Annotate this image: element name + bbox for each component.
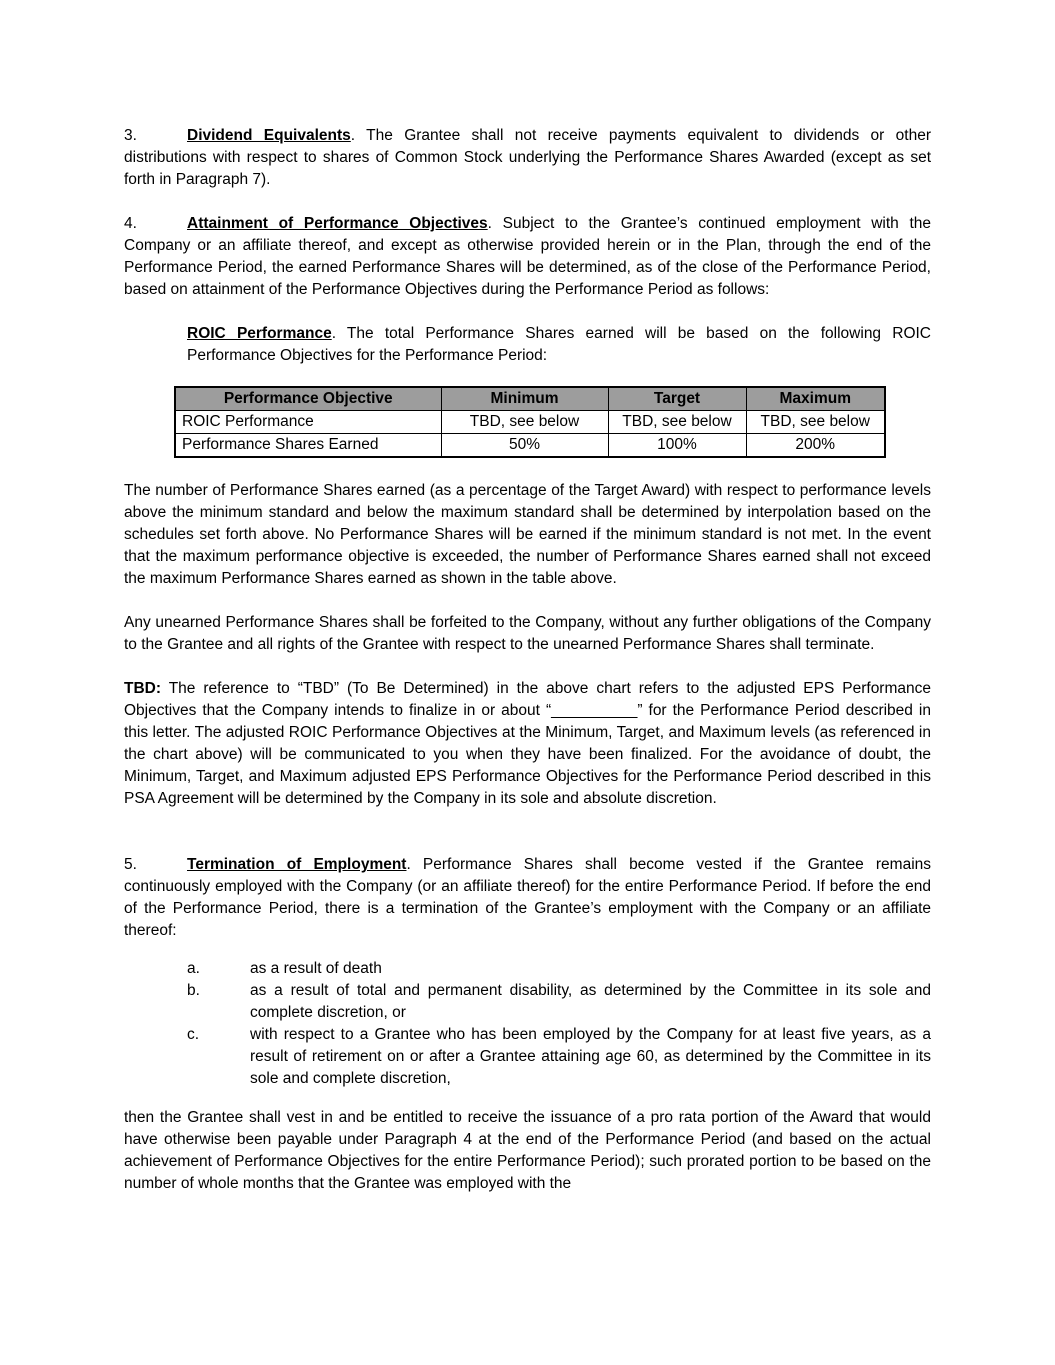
list-text-a: as a result of death	[250, 960, 382, 977]
table-row	[175, 434, 885, 458]
tbd-paragraph	[124, 678, 931, 810]
vesting-paragraph: then the Grantee shall vest in and be entitled to receive the issuance of a pro rata portion of the Award that would have otherwise been payable under Paragraph 4 at the end of the Performance Period (and based on the actual achievement of Performance Objectives for the entire Performance Period); such prorated portion to be based on the number of whole months that the Grantee was employed with the	[124, 1109, 931, 1192]
table-cell: 50%	[441, 434, 608, 458]
table-cell: ROIC Performance	[175, 411, 441, 434]
heading-attainment-of-performance-objectives: Attainment of Performance Objectives	[187, 215, 488, 232]
heading-termination-of-employment: Termination of Employment	[187, 856, 407, 873]
roic-performance-body: . The total Performance Shares earned will be based on the following ROIC Performance Objectives for the Performance Period:	[187, 325, 931, 364]
list-text-b: as a result of total and permanent disability, as determined by the Committee in its sole and complete discretion, or	[250, 982, 931, 1021]
heading-roic-performance: ROIC Performance	[187, 325, 332, 342]
paragraph-3-body: . The Grantee shall not receive payments equivalent to dividends or other distributions with respect to shares of Common Stock underlying the Performance Shares Awarded (except as set forth in Paragraph 7).	[124, 127, 931, 188]
roic-performance-table	[174, 386, 886, 458]
table-cell: TBD, see below	[441, 411, 608, 434]
termination-list	[124, 958, 931, 1090]
heading-dividend-equivalents: Dividend Equivalents	[187, 127, 351, 144]
table-cell: Performance Shares Earned	[175, 434, 441, 458]
paragraph-4-body: . Subject to the Grantee’s continued employment with the Company or an affiliate thereof, and except as otherwise provided herein or in the Plan, through the end of the Performance Period, the earned Performance Shares will be determined, as of the close of the Performance Period, based on attainment of the Performance Objectives during the Performance Period as follows:	[124, 215, 931, 298]
table-cell: TBD, see below	[608, 411, 746, 434]
paragraph-3	[124, 125, 931, 191]
table-row	[175, 411, 885, 434]
table-header-minimum: Minimum	[441, 387, 608, 411]
paragraph-5-number: 5.	[124, 856, 137, 873]
paragraph-3-number: 3.	[124, 127, 137, 144]
table-header-performance-objective: Performance Objective	[175, 387, 441, 411]
list-marker-a: a.	[187, 960, 200, 977]
table-header-maximum: Maximum	[746, 387, 885, 411]
paragraph-4-number: 4.	[124, 215, 137, 232]
list-item-c	[124, 1024, 931, 1090]
tbd-lead: TBD:	[124, 680, 162, 697]
forfeiture-paragraph: Any unearned Performance Shares shall be forfeited to the Company, without any further obligations of the Company to the Grantee and all rights of the Grantee with respect to the unearned Performance Shares shall terminate.	[124, 614, 931, 653]
paragraph-4	[124, 213, 931, 301]
table-cell: 200%	[746, 434, 885, 458]
table-header-row	[175, 387, 885, 411]
table-header-target: Target	[608, 387, 746, 411]
roic-performance-paragraph	[187, 323, 931, 367]
paragraph-5-body: . Performance Shares shall become vested if the Grantee remains continuously employed with the Company (or an affiliate thereof) for the entire Performance Period. If before the end of the Performance Period, there is a termination of the Grantee’s employment with the Company or an affiliate thereof:	[124, 856, 932, 939]
list-marker-b: b.	[187, 982, 200, 999]
paragraph-5	[124, 854, 931, 942]
list-text-c: with respect to a Grantee who has been employed by the Company for at least five years, as a result of retirement on or after a Grantee attaining age 60, as determined by the Committee in its sole and complete discretion,	[250, 1026, 931, 1087]
list-item-b	[124, 980, 931, 1024]
list-item-a	[124, 958, 931, 980]
table-cell: TBD, see below	[746, 411, 885, 434]
interpolation-paragraph: The number of Performance Shares earned (as a percentage of the Target Award) with respect to performance levels above the minimum standard and below the maximum standard shall be determined by interpolation based on the schedules set forth above. No Performance Shares will be earned if the minimum standard is not met. In the event that the maximum performance objective is exceeded, the number of Performance Shares earned shall not exceed the maximum Performance Shares earned as shown in the table above.	[124, 482, 931, 587]
table-cell: 100%	[608, 434, 746, 458]
tbd-body: The reference to “TBD” (To Be Determined) in the above chart refers to the adjusted EPS Performance Objectives that the Company intends to finalize in or about “__________” for the Performance Period described in this letter. The adjusted ROIC Performance Objectives at the Minimum, Target, and Maximum levels (as referenced in the chart above) will be communicated to you when they have been finalized. For the avoidance of doubt, the Minimum, Target, and Maximum adjusted EPS Performance Objectives for the Performance Period described in this PSA Agreement will be determined by the Company in its sole and absolute discretion.	[124, 680, 931, 807]
list-marker-c: c.	[187, 1026, 200, 1043]
